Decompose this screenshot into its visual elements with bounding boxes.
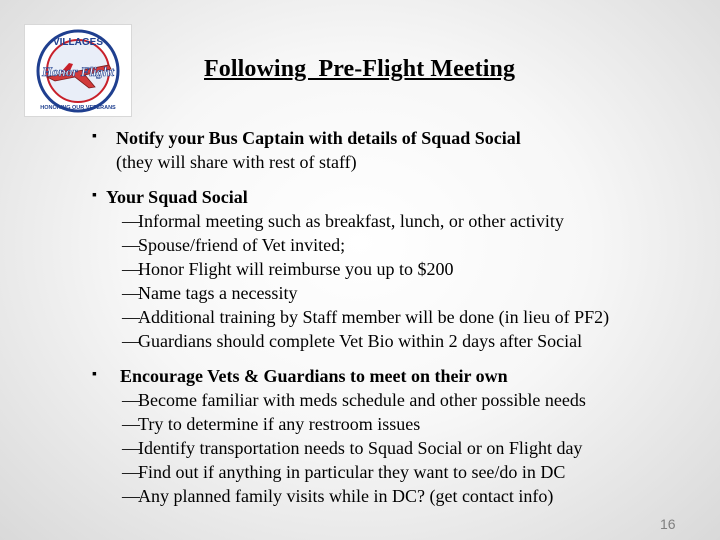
list-item: —Identify transportation needs to Squad Social or on Flight day bbox=[122, 438, 583, 458]
logo-script-text: Honor Flight bbox=[42, 64, 114, 79]
dash-icon: — bbox=[122, 414, 140, 434]
dash-icon: — bbox=[122, 283, 140, 303]
dash-icon: — bbox=[122, 307, 140, 327]
list-item: —Informal meeting such as breakfast, lunch, or other activity bbox=[122, 211, 564, 231]
bullet-icon: ▪ bbox=[92, 188, 97, 203]
dash-icon: — bbox=[122, 331, 140, 351]
dash-icon: — bbox=[122, 259, 140, 279]
list-item: —Spouse/friend of Vet invited; bbox=[122, 235, 346, 255]
bullet-icon: ▪ bbox=[92, 129, 97, 144]
list-item: —Find out if anything in particular they want to see/do in DC bbox=[122, 462, 566, 482]
list-item: —Additional training by Staff member will be done (in lieu of PF2) bbox=[122, 307, 610, 327]
section1-subtext: (they will share with rest of staff) bbox=[116, 152, 357, 172]
list-item: —Try to determine if any restroom issues bbox=[122, 414, 421, 434]
logo-top-text: VILLAGES bbox=[52, 37, 104, 48]
dash-icon: — bbox=[122, 390, 140, 410]
section1-heading: Notify your Bus Captain with details of Squad Social bbox=[116, 128, 521, 148]
list-item: —Guardians should complete Vet Bio within 2 days after Social bbox=[122, 331, 583, 351]
logo-bottom-text: HONORING OUR VETERANS bbox=[40, 105, 116, 111]
page-number: 16 bbox=[660, 516, 676, 532]
logo-emblem bbox=[25, 25, 131, 116]
list-item: —Any planned family visits while in DC? (get contact info) bbox=[122, 486, 554, 506]
bullet-icon: ▪ bbox=[92, 367, 97, 382]
section2-heading: Your Squad Social bbox=[106, 187, 248, 207]
section3-heading: Encourage Vets & Guardians to meet on their own bbox=[120, 366, 508, 386]
dash-icon: — bbox=[122, 235, 140, 255]
dash-icon: — bbox=[122, 486, 140, 506]
list-item: —Name tags a necessity bbox=[122, 283, 298, 303]
dash-icon: — bbox=[122, 462, 140, 482]
list-item: —Become familiar with meds schedule and other possible needs bbox=[122, 390, 586, 410]
dash-icon: — bbox=[122, 211, 140, 231]
dash-icon: — bbox=[122, 438, 140, 458]
slide-title: Following Pre-Flight Meeting bbox=[204, 56, 516, 82]
honor-flight-logo bbox=[24, 24, 132, 117]
list-item: —Honor Flight will reimburse you up to $200 bbox=[122, 259, 454, 279]
